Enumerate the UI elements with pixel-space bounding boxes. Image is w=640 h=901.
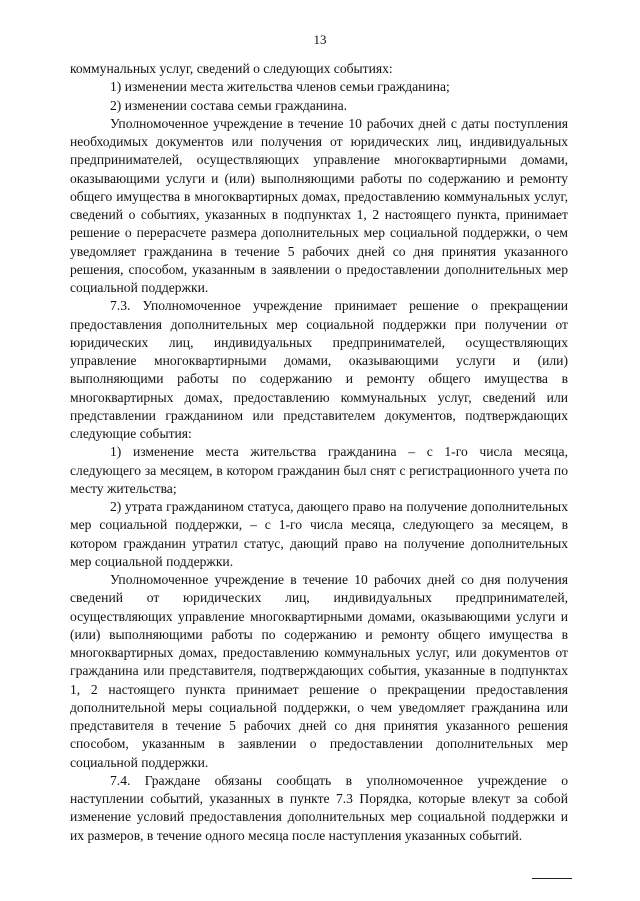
list-item-1: 1) изменении места жительства членов семьи гражданина; bbox=[110, 79, 450, 95]
list-item-7-3-2: 2) утрата гражданином статуса, дающего право на получение дополнительных мер социальной поддержки, – с 1-го числа месяца, следующего за месяцем, в котором гражданин утратил статус, дающий право на получение дополнительных мер социальной поддержки. bbox=[70, 499, 568, 569]
paragraph-7-3: 7.3. Уполномоченное учреждение принимает решение о прекращении предоставления дополнительных мер социальной поддержки при получении от юридических лиц, индивидуальных предпринимателей, осуществляющих управление многоквартирными домами, оказывающими услуги и (или) выполняющими работы по содержанию и ремонту общего имущества в многоквартирных домах, предоставлению коммунальных услуг, сведений или представлении гражданином или представителем документов, подтверждающих следующие события: bbox=[70, 298, 568, 441]
footer-rule bbox=[532, 878, 572, 879]
paragraph-continuation: коммунальных услуг, сведений о следующих событиях: bbox=[70, 61, 393, 76]
list-item-7-3-1: 1) изменение места жительства гражданина – с 1-го числа месяца, следующего за месяцем, в котором гражданин был снят с регистрационного учета по месту жительства; bbox=[70, 444, 568, 496]
paragraph-7-4: 7.4. Граждане обязаны сообщать в уполномоченное учреждение о наступлении событий, указанных в пункте 7.3 Порядка, которые влекут за собой изменение условий предоставления дополнительных мер социальной поддержки и их размеров, в течение одного месяца после наступления указанных событий. bbox=[70, 772, 568, 843]
list-item-2: 2) изменении состава семьи гражданина. bbox=[110, 97, 348, 113]
paragraph-termination: Уполномоченное учреждение в течение 10 рабочих дней со дня получения сведений от юридических лиц, индивидуальных предпринимателей, осуществляющих управление многоквартирными домами, оказывающими услуги и (или) выполняющими работы по содержанию и ремонту общего имущества в многоквартирных домах, предоставлению коммунальных услуг, или документов от гражданина или представителя, подтверждающих события, указанные в подпунктах 1, 2 настоящего пункта принимает решение о прекращении предоставления дополнительной меры социальной поддержки, о чем уведомляет гражданина или представителя в течение 5 рабочих дней со дня принятия указанного решения способом, указанным в заявлении о предоставлении дополнительных мер социальной поддержки. bbox=[70, 572, 568, 770]
paragraph-recalculation: Уполномоченное учреждение в течение 10 рабочих дней с даты поступления необходимых документов или получения от юридических лиц, индивидуальных предпринимателей, осуществляющих управление многоквартирными домами, оказывающими услуги и (или) выполняющими работы по содержанию и ремонту общего имущества в многоквартирных домах, предоставлению коммунальных услуг, сведений о событиях, указанных в подпунктах 1, 2 настоящего пункта, принимает решение о перерасчете размера дополнительных мер социальной поддержки, о чем уведомляет гражданина в течение 5 рабочих дней со дня принятия указанного решения, способом, указанным в заявлении о предоставлении дополнительных мер социальной поддержки. bbox=[70, 115, 568, 295]
document-body bbox=[70, 60, 568, 845]
page-number: 13 bbox=[313, 32, 327, 47]
